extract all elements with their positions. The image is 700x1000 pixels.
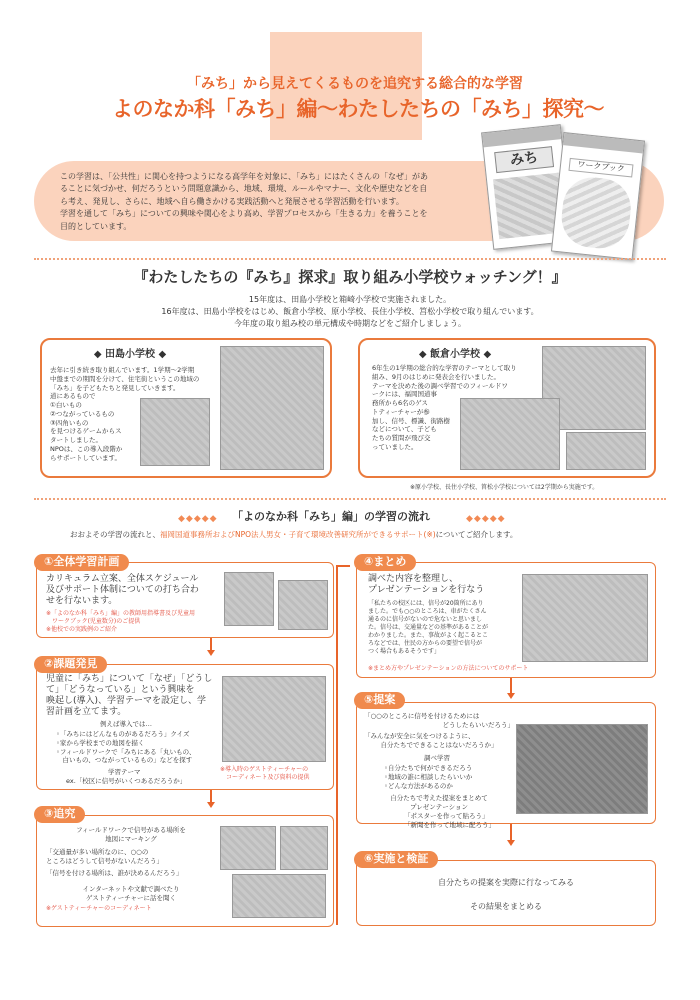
header-subtitle: 「みち」から見えてくるものを追究する総合的な学習: [187, 76, 523, 92]
tajima-title: ◆ 田島小学校 ◆: [93, 349, 167, 360]
tajima-photo-street: [220, 346, 324, 470]
step-5-research: 調べ学習: [424, 754, 450, 762]
intro-text: この学習は、「公共性」に関心を持つようになる高学年を対象に、「みち」にはたくさんの「なぜ」があ ることに気づかせ、何だろうという問題意識から、地域、環境、ルールやマナー、文化や歴史などを自 ら考え、発見し、さらに、地域へ自ら働きかける実践活動へと発展させる学習活動を行います。 学習を通して「みち」についての興味や関心をより高め、学習プロセスから「生きる力」を養うことを 目的としています。: [60, 172, 428, 231]
step-2-photo: [222, 676, 326, 762]
step-5-question: 「○○のところに信号を付けるためには どうしたらいいだろう」: [364, 712, 514, 729]
flow-description: おおよその学習の流れと、福岡国道事務所およびNPO法人男女・子育て環境改善研究所ができるサポート(※)についてご紹介します。: [70, 530, 518, 539]
step-1-tag: ①全体学習計画: [34, 554, 129, 571]
iikura-title: ◆ 飯倉小学校 ◆: [418, 349, 492, 360]
step-6-line-2: その結果をまとめる: [470, 902, 542, 911]
step-4-tag: ④まとめ: [354, 554, 416, 571]
step-2-note: ※導入時のゲストティーチャーの コーディネート及び資料の提供: [220, 766, 310, 781]
step-1-text: カリキュラム立案、全体スケジュール 及びサポート体制についての打ち合わ せを行ないます。: [46, 574, 199, 606]
step-2-items: ◦「みちにはどんなものがあるだろう」クイズ ◦家から学校までの地図を描く ◦フィールドワークで「みちにある「丸いもの、 白いもの、つながっているもの」などを探す: [56, 730, 196, 765]
step-2-text: 児童に「みち」について「なぜ」「どうし て」「どうなっている」という興味を 喚起し(導入)、学習テーマを設定し、学 習計画を立てます。: [46, 674, 213, 717]
tajima-text: 去年に引き続き取り組んでいます。1学期〜2学期 中盤までの期間を分けて、住宅街というこの地域の 「みち」を子どもたちと発見していきます。 道にあるもので ①白いもの ②つながっているもの ③四角いもの を見つけるゲームからス タートしました。 NPOは、この導入段階か らサポートしています。: [50, 366, 200, 462]
flow-dots-left: ◆◆◆◆◆: [178, 514, 218, 524]
step-4-quote: 「私たちの校区には、信号が20箇所にあり ました。でも○○のところは、車がたくさん 通るのに信号がないので危ないと思いまし た。信号は、交通量などの基準があることが わかりました。また、事故がよく起こるとこ ろなどでは、住民の方からの要望で信号が つく場合もあるそうです」: [368, 600, 489, 655]
step-5-tag: ⑤提案: [354, 692, 405, 709]
step-5-question-2: 「みんなが安全に気をつけるように、 自分たちでできることはないだろうか」: [364, 732, 498, 749]
flow-arrow-2: [207, 802, 215, 808]
step-3-photo-b: [280, 826, 328, 870]
step-4-photo: [522, 574, 648, 662]
flow-line-3b: [336, 565, 350, 567]
flow-line-3: [336, 565, 338, 925]
flow-arrow-4: [507, 693, 515, 699]
step-2-tag: ②課題発見: [34, 656, 107, 673]
step-2-theme-example: ex.「校区に信号がいくつあるだろうか」: [66, 777, 187, 785]
step-5-after: 自分たちで考えた提案をまとめて プレゼンテーション: [390, 794, 488, 811]
workbook-image: ワークブック: [551, 132, 645, 260]
iikura-text: 6年生の1学期の総合的な学習のテーマとして取り 組み、9月のはじめに発表会を行いました。 テーマを決めた後の調べ学習でのフィールドワ ークには、福岡国道事 務所から6名のゲス トティーチャーが参 加し、信号、標識、街路樹 などについて、子ども たちの質問が飛び交 っていました。: [372, 364, 517, 451]
step-5-photo: [516, 724, 648, 814]
watching-intro: 15年度は、田島小学校と箱崎小学校で実施されました。 16年度は、田島小学校をはじめ、飯倉小学校、原小学校、長住小学校、筥松小学校で取り組んでいます。 今年度の取り組み校の単元構成や時期などをご紹介しましょう。: [161, 295, 539, 328]
step-6-box: [356, 860, 656, 926]
step-6-tag: ⑥実施と検証: [354, 851, 438, 868]
step-1-notes: ※「よのなか科「みち」編」の教師用指導書及び児童用 ワークブック(児童数分)のご提供 ※他校での実践例のご紹介: [46, 610, 196, 633]
tajima-photo-teacher: [140, 398, 210, 466]
step-1-photo-b: [278, 580, 328, 630]
step-4-note: ※まとめ方やプレゼンテーションの方法についてのサポート: [368, 665, 529, 672]
step-3-lines-2: インターネットや文献で調べたり ゲストティーチャーに話を聞く: [82, 885, 180, 902]
iikura-photo-class: [566, 432, 646, 470]
step-3-photo-a: [220, 826, 276, 870]
step-3-lines: フィールドワークで信号がある場所を 地図にマーキング: [76, 826, 186, 843]
flow-arrow-5: [507, 840, 515, 846]
step-3-question-2: 「信号を付ける場所は、誰が決めるんだろう」: [46, 869, 183, 877]
iikura-photo-fieldwork: [460, 398, 560, 470]
step-3-tag: ③追究: [34, 806, 85, 823]
divider: [34, 258, 666, 260]
step-1-photo-a: [224, 572, 274, 626]
step-3-question: 「交通量が多い場所なのに、○○の ところはどうして信号がないんだろう」: [46, 848, 163, 865]
flow-dots-right: ◆◆◆◆◆: [466, 514, 506, 524]
step-5-items: ◦自分たちで何ができるだろう ◦地域の誰に相談したらいいか ◦どんな方法があるのか: [384, 764, 473, 790]
flow-arrow-1: [207, 650, 215, 656]
flow-title: 「よのなか科「みち」編」の学習の流れ: [232, 510, 430, 523]
page-title: よのなか科「みち」編〜わたしたちの「みち」探究〜: [112, 97, 604, 121]
schools-footnote: ※原小学校、長住小学校、筥松小学校については2学期から実施です。: [410, 484, 599, 491]
step-3-note: ※ゲストティーチャーのコーディネート: [46, 905, 152, 912]
step-2-theme: 学習テーマ: [108, 768, 141, 776]
teacher-guidebook-image: みち: [481, 124, 573, 250]
step-6-line-1: 自分たちの提案を実際に行なってみる: [438, 878, 574, 887]
step-3-photo-c: [232, 874, 326, 918]
divider-2: [34, 498, 666, 500]
step-2-example: 例えば導入では…: [100, 720, 152, 728]
watching-title: 『わたしたちの『みち』探求』取り組み小学校ウォッチング！』: [133, 268, 567, 286]
step-5-poster: 「ポスターを作って貼ろう」 「新聞を作って地域に配ろう」: [404, 812, 495, 829]
step-4-text: 調べた内容を整理し、 プレゼンテーションを行なう: [368, 574, 485, 595]
